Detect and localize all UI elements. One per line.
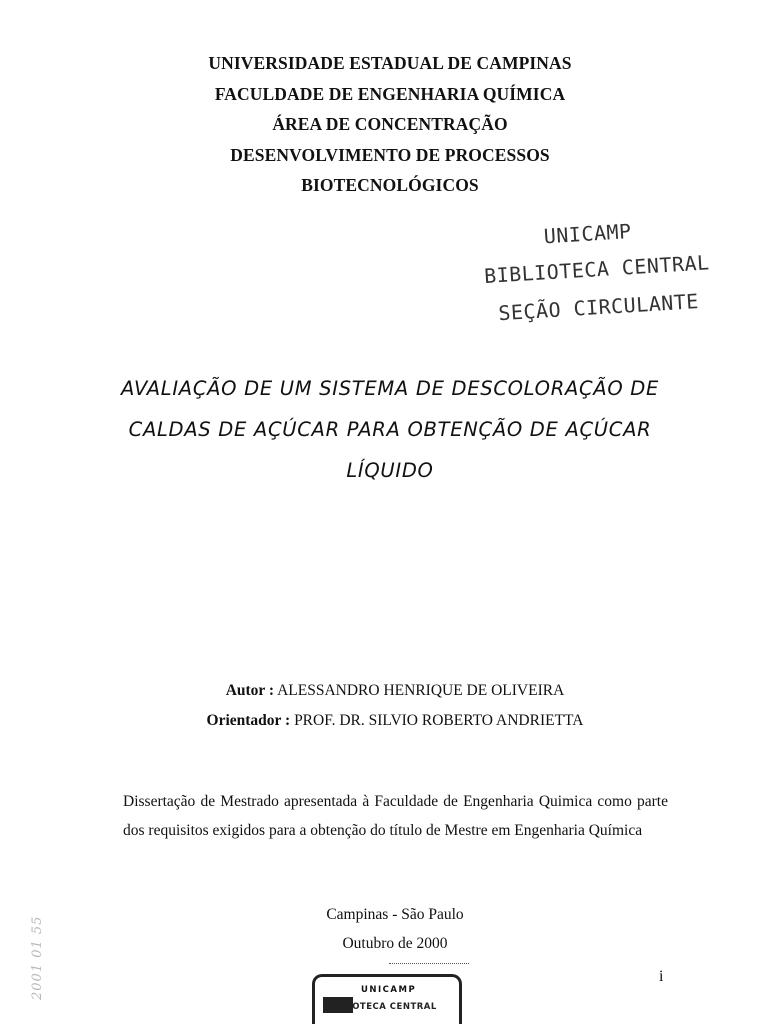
credits-block xyxy=(0,676,768,736)
title-line-2: CALDAS DE AÇÚCAR PARA OBTENÇÃO DE AÇÚCAR xyxy=(128,418,652,441)
author-line xyxy=(0,676,768,706)
margin-handwritten-note: 2001 01 55 xyxy=(30,915,45,1000)
faculty-name: FACULDADE DE ENGENHARIA QUÍMICA xyxy=(214,83,566,104)
concentration-area-name: DESENVOLVIMENTO DE PROCESSOS xyxy=(230,144,550,165)
library-stamp-line1: UNICAMP xyxy=(543,219,633,249)
author-label: Autor : xyxy=(225,682,275,699)
bottom-stamp-line2: BIBLIOTECA CENTRAL xyxy=(325,1002,437,1012)
library-stamp-line3: SEÇÃO CIRCULANTE xyxy=(497,289,700,326)
title-line-1: AVALIAÇÃO DE UM SISTEMA DE DESCOLORAÇÃO DE xyxy=(120,377,660,400)
advisor-name: PROF. DR. SILVIO ROBERTO ANDRIETTA xyxy=(294,712,584,729)
concentration-area-name-cont: BIOTECNOLÓGICOS xyxy=(301,175,479,195)
university-name: UNIVERSIDADE ESTADUAL DE CAMPINAS xyxy=(208,53,572,73)
author-name: ALESSANDRO HENRIQUE DE OLIVEIRA xyxy=(277,682,565,699)
bottom-stamp-line1: UNICAMP xyxy=(361,985,417,995)
stamp-dotted-line xyxy=(389,963,469,964)
library-stamp-line2: BIBLIOTECA CENTRAL xyxy=(483,250,711,289)
institution-header xyxy=(0,48,768,201)
library-stamp xyxy=(477,208,723,332)
concentration-area-label: ÁREA DE CONCENTRAÇÃO xyxy=(272,114,508,134)
bottom-library-stamp xyxy=(312,974,462,1024)
advisor-line xyxy=(0,706,768,736)
date: Outubro de 2000 xyxy=(342,934,448,952)
dissertation-description: Dissertação de Mestrado apresentada à Faculdade de Engenharia Quimica como parte dos requisitos exigidos para a obtenção do título de Mestre em Engenharia Química xyxy=(123,793,668,839)
page-number: i xyxy=(659,968,664,985)
place: Campinas - São Paulo xyxy=(326,906,464,923)
thesis-title xyxy=(100,368,680,491)
title-line-3: LÍQUIDO xyxy=(346,459,434,482)
place-date-block xyxy=(0,901,768,958)
advisor-label: Orientador : xyxy=(206,712,291,729)
